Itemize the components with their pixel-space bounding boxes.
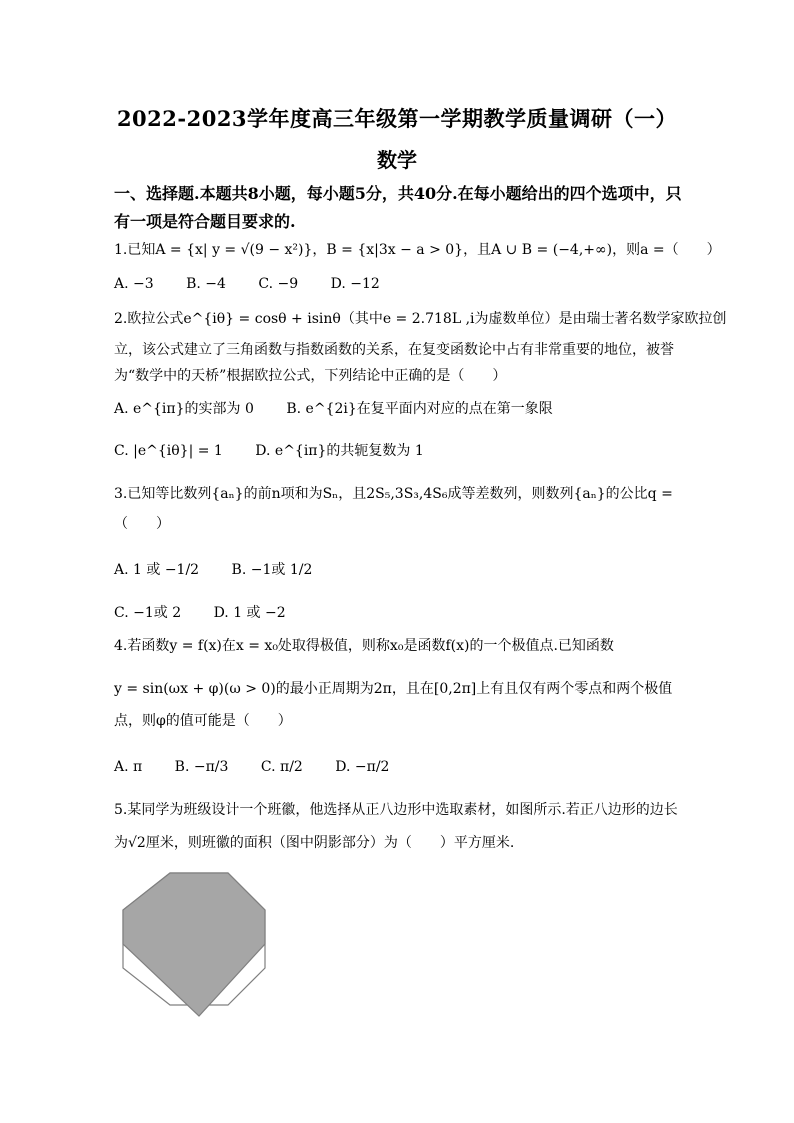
q4-line1: 4.若函数y = f(x)在x = x₀处取得极值，则称x₀是函数f(x)的一个极值点.已知函数 bbox=[114, 638, 614, 654]
q4-option-c: C. π/2 bbox=[260, 759, 303, 775]
q2-options-ab bbox=[114, 399, 581, 419]
q3-line2: （ ） bbox=[114, 516, 170, 532]
q1-options bbox=[114, 274, 408, 294]
subject-heading: 数学 bbox=[377, 148, 417, 172]
q3-option-b: B. −1或 1/2 bbox=[231, 562, 313, 578]
q3-options-cd bbox=[114, 603, 314, 623]
q2-line2: 立，该公式建立了三角函数与指数函数的关系，在复变函数论中占有非常重要的地位，被誉 bbox=[114, 342, 674, 358]
q2-option-d: D. e^{iπ}的共轭复数为 1 bbox=[255, 443, 424, 459]
section-heading: 一、选择题.本题共8小题，每小题5分，共40分.在每小题给出的四个选项中，只有一项是符合题目要求的. bbox=[114, 184, 682, 231]
page-title: 2022-2023学年度高三年级第一学期教学质量调研（一） bbox=[116, 106, 678, 131]
q1-option-d: D. −12 bbox=[330, 276, 380, 292]
q3-line1: 3.已知等比数列{aₙ}的前n项和为Sₙ，且2S₅,3S₃,4S₆成等差数列，则数列{aₙ}的公比q = bbox=[114, 486, 673, 502]
octagon-emblem-figure bbox=[118, 868, 278, 1028]
q4-option-d: D. −π/2 bbox=[335, 759, 390, 775]
q5-line2: 为√2厘米，则班徽的面积（图中阴影部分）为（ ）平方厘米. bbox=[114, 835, 515, 851]
q2-option-a: A. e^{iπ}的实部为 0 bbox=[114, 401, 254, 417]
q4-options bbox=[114, 757, 417, 777]
q4-option-b: B. −π/3 bbox=[174, 759, 229, 775]
q2-option-b: B. e^{2i}在复平面内对应的点在第一象限 bbox=[286, 401, 553, 417]
q3-option-c: C. −1或 2 bbox=[114, 605, 182, 621]
q4-option-a: A. π bbox=[114, 759, 143, 775]
q1-option-c: C. −9 bbox=[258, 276, 299, 292]
q3-options-ab bbox=[114, 560, 340, 580]
q2-options-cd bbox=[114, 441, 452, 461]
q3-option-a: A. 1 或 −1/2 bbox=[114, 562, 200, 578]
shaded-emblem-region bbox=[123, 873, 265, 1016]
q3-option-d: D. 1 或 −2 bbox=[213, 605, 286, 621]
q2-line3: 为“数学中的天桥”根据欧拉公式，下列结论中正确的是（ ） bbox=[114, 368, 507, 384]
q1-stem: 1.已知A = {x| y = √(9 − x²)}，B = {x|3x − a > 0}，且A ∪ B = (−4,+∞)，则a =（ ） bbox=[114, 242, 721, 258]
q2-option-c: C. |e^{iθ}| = 1 bbox=[114, 443, 223, 459]
q1-option-a: A. −3 bbox=[114, 276, 154, 292]
q4-line3: 点，则φ的值可能是（ ） bbox=[114, 713, 292, 729]
q1-option-b: B. −4 bbox=[186, 276, 226, 292]
q2-line1: 2.欧拉公式e^{iθ} = cosθ + isinθ（其中e = 2.718L ,i为虚数单位）是由瑞士著名数学家欧拉创 bbox=[114, 311, 727, 327]
q5-line1: 5.某同学为班级设计一个班徽，他选择从正八边形中选取素材，如图所示.若正八边形的边长 bbox=[114, 802, 678, 818]
q4-line2: y = sin(ωx + φ)(ω > 0)的最小正周期为2π，且在[0,2π]上有且仅有两个零点和两个极值 bbox=[114, 681, 673, 697]
